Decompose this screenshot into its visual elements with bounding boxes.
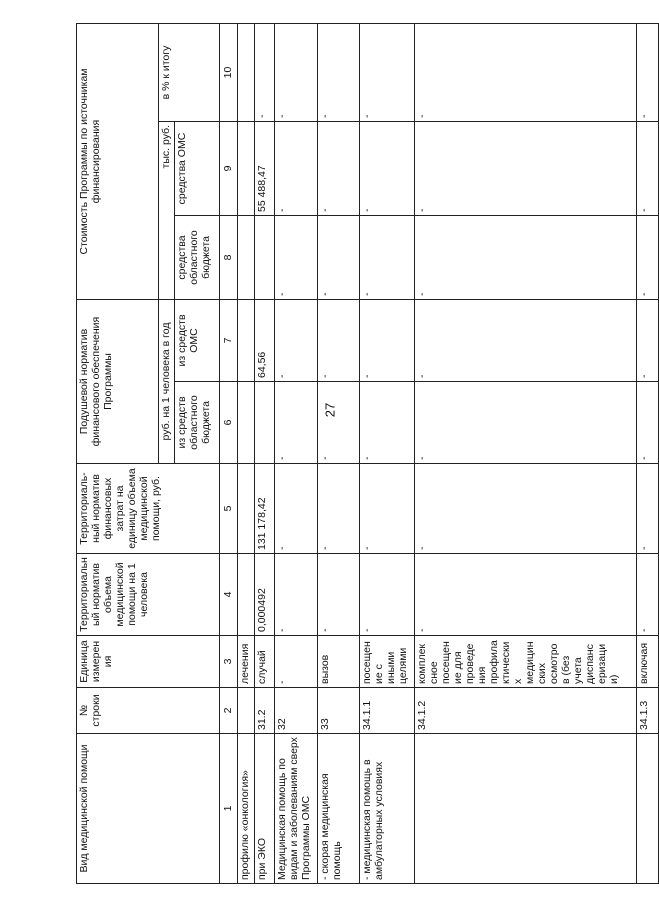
header-cost-norm: Территориаль-ный норматив финансовых затрат на единицу объема медицинской помощи, руб. xyxy=(77,464,220,554)
table-cell: - xyxy=(360,216,415,300)
table-cell: - xyxy=(360,464,415,554)
table-cell xyxy=(238,300,255,382)
table-cell: - xyxy=(274,464,317,554)
table-cell: 34.1.3 xyxy=(637,688,659,734)
table-cell xyxy=(238,23,255,121)
table-cell: - xyxy=(415,464,637,554)
table-cell: случай xyxy=(255,636,274,688)
table-cell: включая xyxy=(637,636,659,688)
table-row xyxy=(238,23,255,883)
table-cell: - медицинская помощь в амбулаторных условиях xyxy=(360,734,415,884)
table-cell xyxy=(238,464,255,554)
table-cell: - xyxy=(415,382,637,464)
table-cell: - xyxy=(360,554,415,636)
table-cell: 32 xyxy=(274,688,317,734)
header-row-no: № строки xyxy=(77,688,220,734)
header-thousand-rub: тыс. руб. xyxy=(158,122,174,300)
header-oms: средства ОМС xyxy=(174,122,219,216)
table-cell: 131 178,42 xyxy=(255,464,274,554)
column-number: 4 xyxy=(219,554,237,636)
table-cell xyxy=(637,734,659,884)
table-cell: - xyxy=(637,464,659,554)
header-regional-budget: средства областного бюджета xyxy=(174,216,219,300)
column-number: 8 xyxy=(219,216,237,300)
table-cell: - xyxy=(317,554,360,636)
table-cell xyxy=(255,216,274,300)
table-cell: - xyxy=(360,23,415,121)
table-cell xyxy=(238,122,255,216)
table-cell xyxy=(238,554,255,636)
table-row xyxy=(360,23,415,883)
header-oms-pc: из средств ОМС xyxy=(174,300,219,382)
table-cell: - xyxy=(317,382,360,464)
table-cell: 0,000492 xyxy=(255,554,274,636)
program-cost-table xyxy=(76,23,659,884)
table-row xyxy=(637,23,659,883)
column-number: 3 xyxy=(219,636,237,688)
column-number: 7 xyxy=(219,300,237,382)
table-cell: - xyxy=(637,216,659,300)
table-cell xyxy=(238,216,255,300)
header-per-capita-unit: руб. на 1 человека в год xyxy=(158,300,174,464)
table-cell: - xyxy=(317,300,360,382)
table-cell: - xyxy=(274,300,317,382)
table-cell: при ЭКО xyxy=(255,734,274,884)
table-cell: Медицинская помощь по видам и заболеваниям сверх Программы ОМС xyxy=(274,734,317,884)
header-per-capita: Подушевой норматив финансового обеспечения Программы xyxy=(77,300,159,464)
table-cell: комплексное посещение для проведения профилактических медицинских осмотров (без учета диспансеризации) xyxy=(415,636,637,688)
table-cell: - xyxy=(415,122,637,216)
header-volume-norm: Территориальный норматив объема медицинской помощи на 1 человека xyxy=(77,554,220,636)
table-cell: - xyxy=(637,382,659,464)
column-number: 1 xyxy=(219,734,237,884)
table-cell: 33 xyxy=(317,688,360,734)
table-cell: посещение с иными целями xyxy=(360,636,415,688)
table-cell: - xyxy=(317,464,360,554)
table-cell: 64,56 xyxy=(255,300,274,382)
table-cell xyxy=(238,688,255,734)
table-cell: - xyxy=(274,636,317,688)
table-cell: - xyxy=(637,122,659,216)
table-cell: 55 488,47 xyxy=(255,122,274,216)
table-cell: - xyxy=(415,216,637,300)
table-cell: - xyxy=(255,23,274,121)
table-cell: - xyxy=(360,122,415,216)
table-cell: - xyxy=(274,554,317,636)
rotated-table-container xyxy=(76,24,659,884)
table-cell xyxy=(255,382,274,464)
page-number: 27 xyxy=(322,402,338,418)
table-cell: - xyxy=(360,382,415,464)
table-cell: - xyxy=(274,122,317,216)
table-cell: профилю «онкология» xyxy=(238,734,255,884)
table-cell: 34.1.1 xyxy=(360,688,415,734)
table-cell: - xyxy=(415,23,637,121)
header-percent: в % к итогу xyxy=(158,23,219,121)
header-kind: Вид медицинской помощи xyxy=(77,734,220,884)
table-cell: - xyxy=(317,216,360,300)
header-program-cost: Стоимость Программы по источникам финансирования xyxy=(77,23,159,299)
table-cell: 31.2 xyxy=(255,688,274,734)
table-cell: - xyxy=(637,300,659,382)
column-number: 6 xyxy=(219,382,237,464)
table-cell: вызов xyxy=(317,636,360,688)
column-number: 9 xyxy=(219,122,237,216)
table-cell: 34.1.2 xyxy=(415,688,637,734)
table-cell xyxy=(415,734,637,884)
column-numbers-row xyxy=(219,23,237,883)
table-cell: лечения xyxy=(238,636,255,688)
header-regional-budget-pc: из средств областного бюджета xyxy=(174,382,219,464)
table-cell: - xyxy=(274,216,317,300)
table-cell: - xyxy=(317,122,360,216)
table-cell: - xyxy=(415,554,637,636)
table-cell: - xyxy=(637,23,659,121)
column-number: 10 xyxy=(219,23,237,121)
table-cell: - скорая медицинская помощь xyxy=(317,734,360,884)
table-cell: - xyxy=(274,23,317,121)
table-row xyxy=(255,23,274,883)
header-unit: Единица измерения xyxy=(77,636,220,688)
table-cell xyxy=(238,382,255,464)
column-number: 5 xyxy=(219,464,237,554)
table-row xyxy=(274,23,317,883)
table-row xyxy=(317,23,360,883)
table-cell: - xyxy=(415,300,637,382)
table-row xyxy=(415,23,637,883)
table-cell: - xyxy=(360,300,415,382)
table-cell: - xyxy=(637,554,659,636)
column-number: 2 xyxy=(219,688,237,734)
table-cell: - xyxy=(274,382,317,464)
table-cell: - xyxy=(317,23,360,121)
